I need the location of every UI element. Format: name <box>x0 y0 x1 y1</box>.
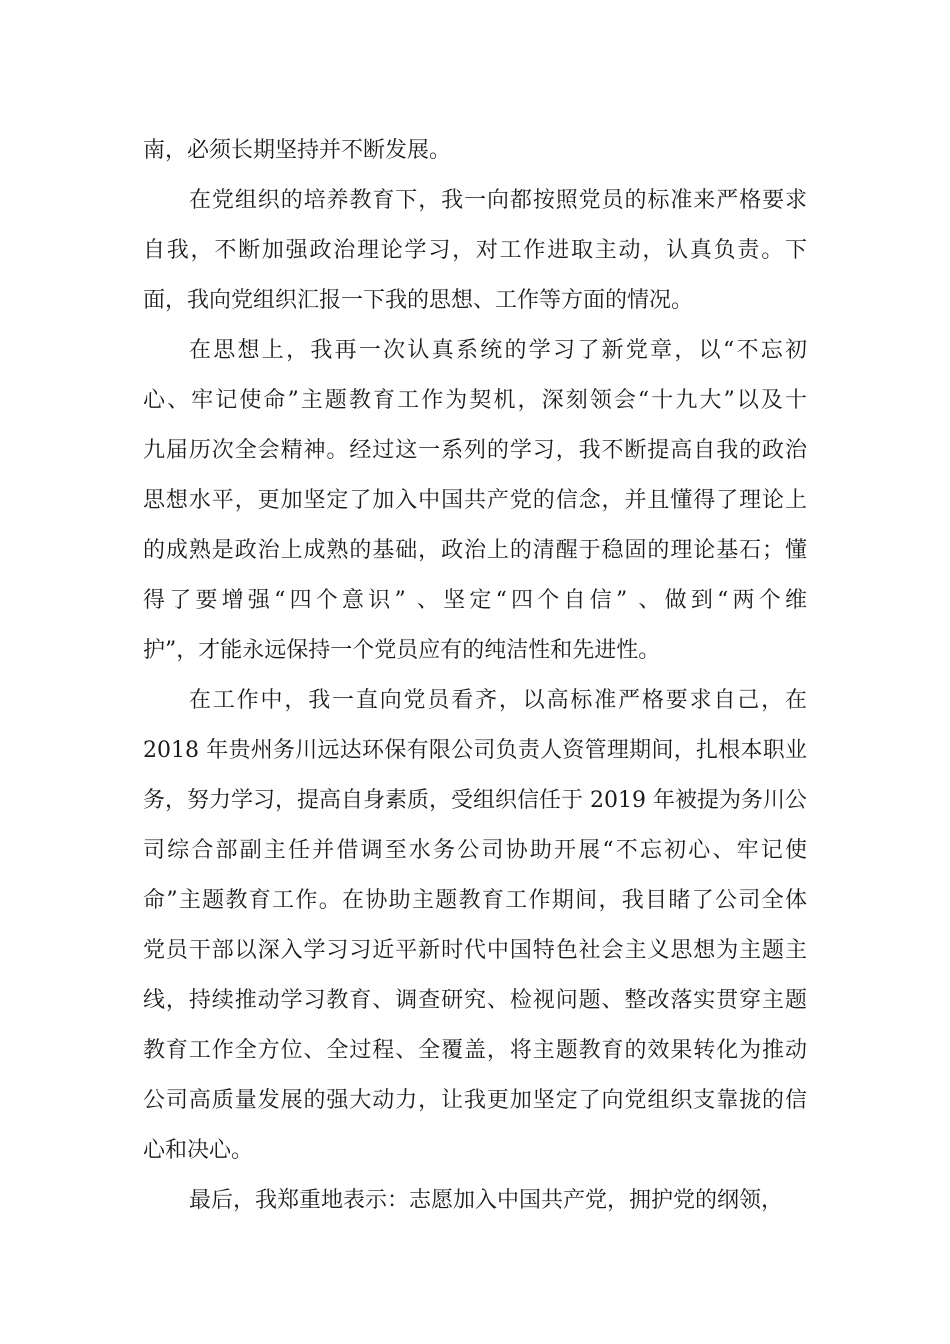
paragraph-5 <box>143 1176 807 1226</box>
text-line: 思想水平，更加坚定了加入中国共产党的信念，并且懂得了理论上 <box>143 488 807 513</box>
text-line: 在工作中，我一直向党员看齐，以高标准严格要求自己，在 <box>189 688 807 713</box>
text-line: 在党组织的培养教育下，我一向都按照党员的标准来严格要求 <box>189 188 807 213</box>
text-line: 得了要增强“四个意识” 、坚定“四个自信” 、做到“两个维 <box>143 588 807 613</box>
text-line: 护”，才能永远保持一个党员应有的纯洁性和先进性。 <box>143 638 661 663</box>
text-line: 的成熟是政治上成熟的基础，政治上的清醒于稳固的理论基石；懂 <box>143 538 807 563</box>
text-line: 线，持续推动学习教育、调查研究、检视问题、整改落实贯穿主题 <box>143 988 807 1013</box>
text-line: 自我，不断加强政治理论学习，对工作进取主动，认真负责。下 <box>143 238 807 263</box>
text-line: 面，我向党组织汇报一下我的思想、工作等方面的情况。 <box>143 288 694 313</box>
paragraph-2 <box>143 176 807 326</box>
text-line: 心和决心。 <box>143 1138 254 1163</box>
document-body <box>143 126 807 1226</box>
text-line: 最后，我郑重地表示：志愿加入中国共产党，拥护党的纲领， <box>189 1188 784 1213</box>
text-line: 心、牢记使命”主题教育工作为契机，深刻领会“十九大”以及十 <box>143 388 807 413</box>
paragraph-3 <box>143 326 807 676</box>
text-line: 公司高质量发展的强大动力，让我更加坚定了向党组织支靠拢的信 <box>143 1088 807 1113</box>
text-line: 命”主题教育工作。在协助主题教育工作期间，我目睹了公司全体 <box>143 888 807 913</box>
paragraph-4 <box>143 676 807 1176</box>
text-line: 在思想上，我再一次认真系统的学习了新党章，以“不忘初 <box>189 338 807 363</box>
text-line: 党员干部以深入学习习近平新时代中国特色社会主义思想为主题主 <box>143 938 807 963</box>
text-line: 南，必须长期坚持并不断发展。 <box>143 138 452 163</box>
paragraph-1 <box>143 126 807 176</box>
text-line: 务，努力学习，提高自身素质，受组织信任于 2019 年被提为务川公 <box>143 788 807 813</box>
text-line: 九届历次全会精神。经过这一系列的学习，我不断提高自我的政治 <box>143 438 807 463</box>
text-line: 2018 年贵州务川远达环保有限公司负责人资管理期间，扎根本职业 <box>143 738 807 763</box>
text-line: 司综合部副主任并借调至水务公司协助开展“不忘初心、牢记使 <box>143 838 807 863</box>
text-line: 教育工作全方位、全过程、全覆盖，将主题教育的效果转化为推动 <box>143 1038 807 1063</box>
